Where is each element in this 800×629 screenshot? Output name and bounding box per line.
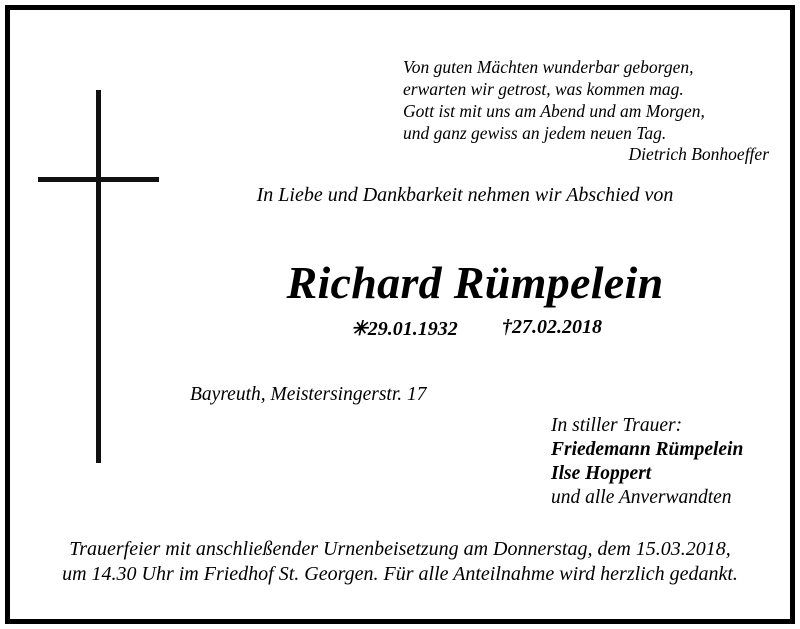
address: Bayreuth, Meistersingerstr. 17 bbox=[190, 384, 427, 405]
poem-line: Gott ist mit uns am Abend und am Morgen, bbox=[403, 101, 705, 121]
ceremony-line: Trauerfeier mit anschließender Urnenbeisetzung am Donnerstag, dem 15.03.2018, bbox=[69, 538, 731, 560]
poem-line: Von guten Mächten wunderbar geborgen, bbox=[403, 57, 694, 77]
cross-horizontal-beam bbox=[38, 177, 159, 182]
mourners-block bbox=[551, 414, 743, 510]
mourners-closing: und alle Anverwandten bbox=[551, 487, 732, 508]
mourners-heading: In stiller Trauer: bbox=[551, 415, 683, 436]
farewell-intro: In Liebe und Dankbarkeit nehmen wir Abschied von bbox=[256, 184, 674, 206]
poem-line: erwarten wir getrost, was kommen mag. bbox=[403, 79, 684, 99]
poem-author: Dietrich Bonhoeffer bbox=[628, 144, 769, 164]
ceremony-line: um 14.30 Uhr im Friedhof St. Georgen. Für alle Anteilnahme wird herzlich gedankt. bbox=[62, 563, 738, 585]
death-date: †27.02.2018 bbox=[502, 316, 602, 338]
ceremony-notice bbox=[0, 537, 800, 587]
mourner-name: Ilse Hoppert bbox=[551, 463, 652, 484]
mourner-name: Friedemann Rümpelein bbox=[551, 439, 744, 460]
birth-date: ✳29.01.1932 bbox=[351, 318, 458, 340]
deceased-name: Richard Rümpelein bbox=[286, 257, 664, 308]
poem-quote bbox=[403, 56, 705, 144]
poem-line: und ganz gewiss an jedem neuen Tag. bbox=[403, 123, 667, 143]
